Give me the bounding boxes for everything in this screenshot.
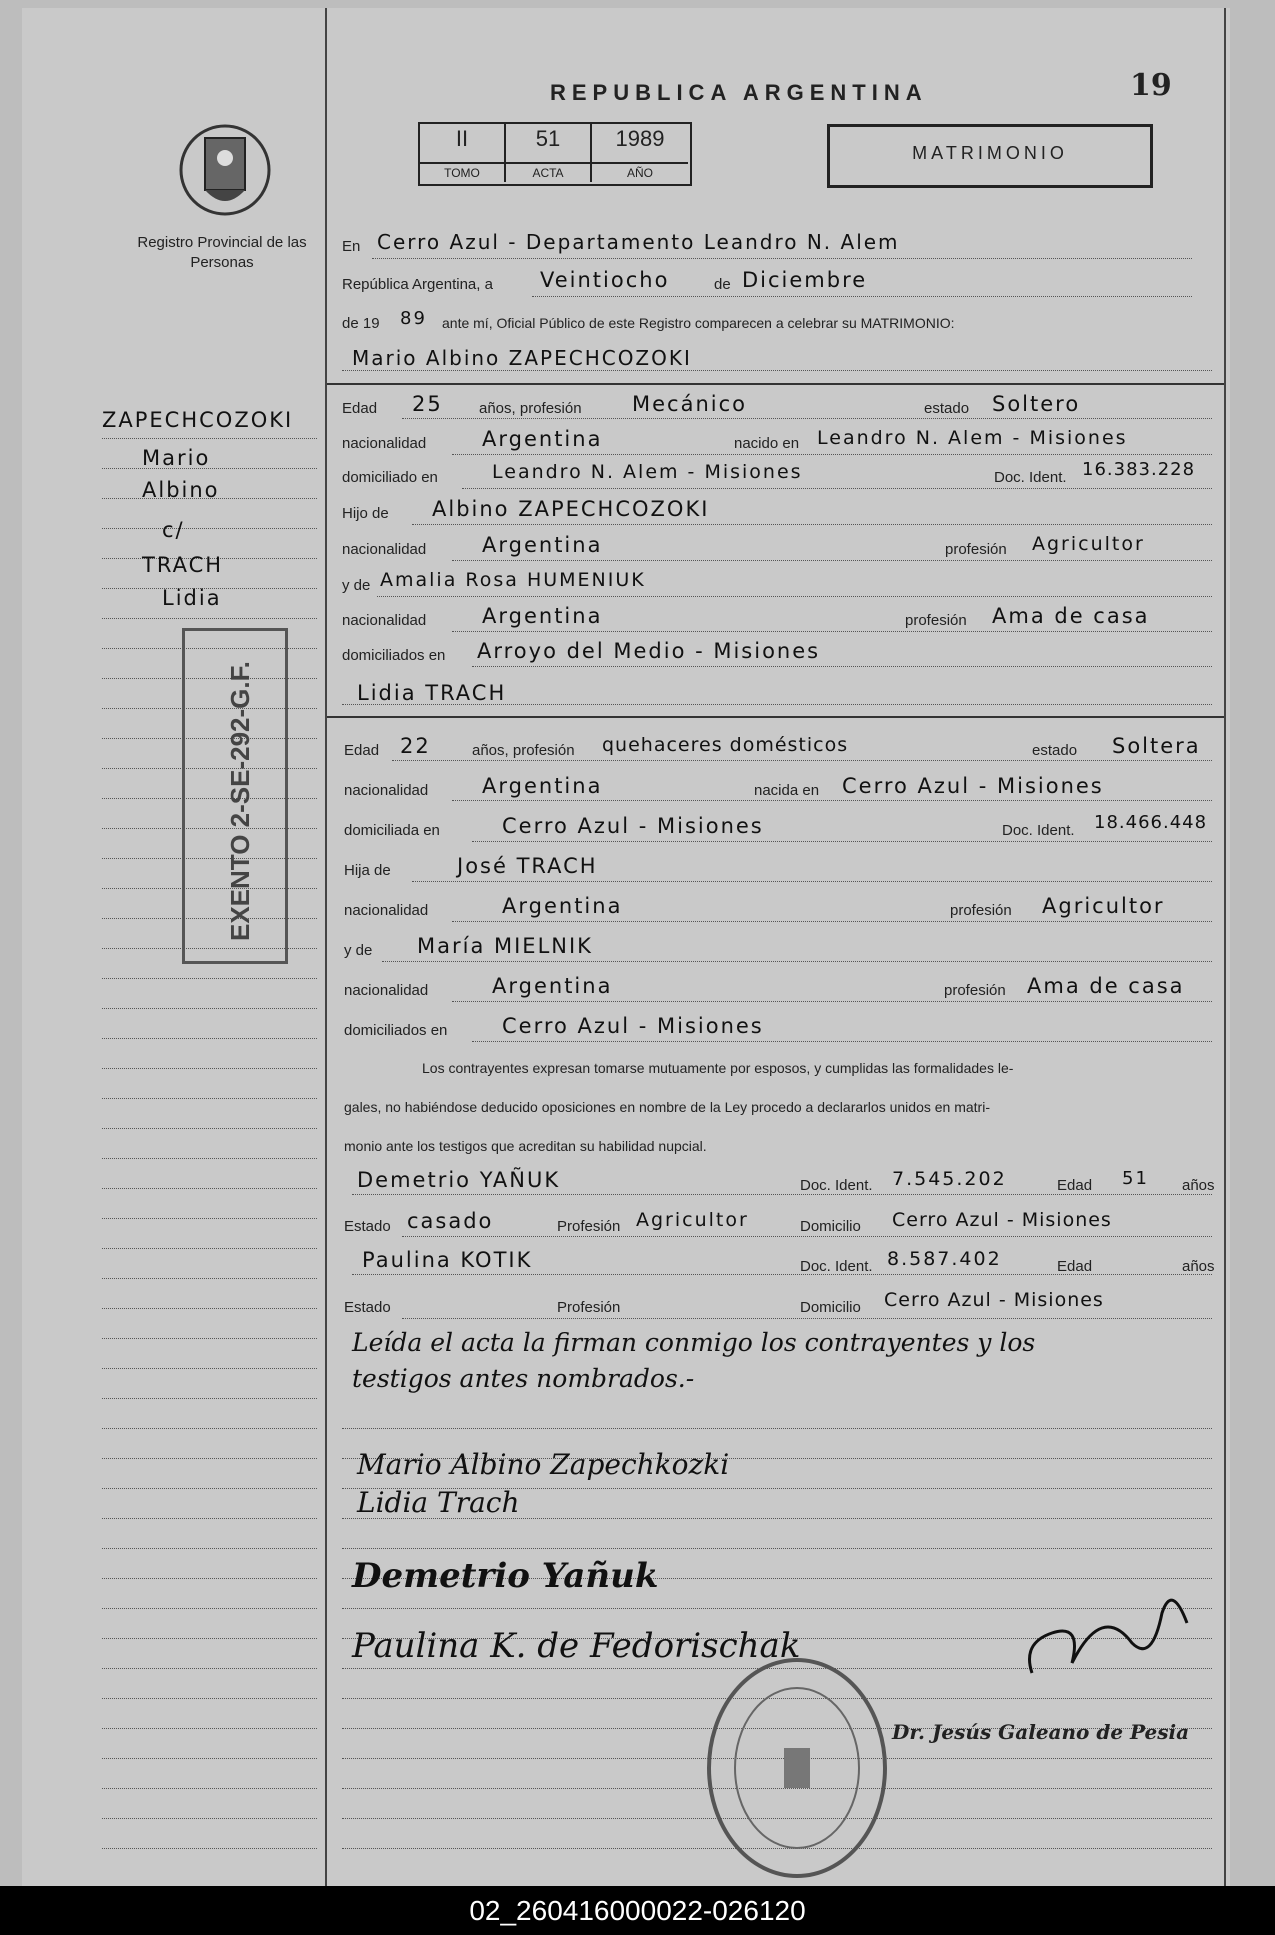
official-round-seal (702, 1653, 892, 1883)
bride-full-name: Lidia TRACH (357, 681, 507, 705)
w1-label-anos: años (1182, 1177, 1215, 1194)
bride-status: Soltera (1112, 734, 1201, 758)
groom-mother: Amalia Rosa HUMENIUK (380, 569, 646, 591)
tomo-value: II (455, 126, 469, 151)
margin-connector: c/ (162, 518, 185, 542)
registry-name: Registro Provincial de las Personas (137, 234, 307, 271)
bride-age: 22 (400, 734, 431, 758)
bride-parents-address: Cerro Azul - Misiones (502, 1014, 764, 1038)
g-label-nacido: nacido en (734, 435, 800, 452)
g-label-anos: años, profesión (479, 400, 582, 417)
exento-stamp (182, 628, 288, 964)
bride-mother-nationality: Argentina (492, 974, 613, 998)
groom-mother-profession: Ama de casa (992, 604, 1150, 628)
marriage-place: Cerro Azul - Departamento Leandro N. Alem (377, 230, 900, 254)
g-label-estado: estado (924, 400, 970, 417)
witness2-address: Cerro Azul - Misiones (884, 1289, 1104, 1311)
b-label-nac-m: nacionalidad (344, 982, 429, 999)
w2-label-anos: años (1182, 1258, 1215, 1275)
b-label-anos: años, profesión (472, 742, 575, 759)
w1-label-estado: Estado (344, 1218, 391, 1235)
witness1-address: Cerro Azul - Misiones (892, 1209, 1112, 1231)
groom-father-nationality: Argentina (482, 533, 603, 557)
w1-label-prof: Profesión (557, 1218, 621, 1235)
right-edge-rule (1224, 8, 1226, 1886)
groom-status: Soltero (992, 392, 1081, 416)
w2-label-estado: Estado (344, 1299, 391, 1316)
witness1-profession: Agricultor (636, 1209, 749, 1231)
w2-label-prof: Profesión (557, 1299, 621, 1316)
provincial-seal-emblem (170, 120, 280, 220)
bride-mother-profession: Ama de casa (1027, 974, 1185, 998)
label-en: En (342, 238, 361, 255)
groom-birthplace: Leandro N. Alem - Misiones (817, 427, 1128, 449)
act-type: MATRIMONIO (912, 143, 1068, 163)
w2-label-edad: Edad (1057, 1258, 1093, 1275)
w1-label-edad: Edad (1057, 1177, 1093, 1194)
b-label-estado: estado (1032, 742, 1078, 759)
b-label-edad: Edad (344, 742, 380, 759)
w1-label-dom: Domicilio (800, 1218, 861, 1235)
body-text-line2: gales, no habiéndose deducido oposiciones en nombre de la Ley procedo a declararlos unidos en matri- (344, 1099, 990, 1115)
b-label-prof-m: profesión (944, 982, 1006, 999)
acta-value: 51 (535, 126, 561, 151)
b-label-doc: Doc. Ident. (1002, 822, 1075, 839)
label-republica: República Argentina, a (342, 276, 493, 293)
label-ante: ante mí, Oficial Público de este Registro comparecen a celebrar su MATRIMONIO: (442, 315, 955, 331)
g-label-nac: nacionalidad (342, 435, 427, 452)
bride-mother: María MIELNIK (417, 934, 593, 958)
w2-label-dom: Domicilio (800, 1299, 861, 1316)
g-label-yde: y de (342, 577, 371, 594)
groom-full-name: Mario Albino ZAPECHCOZOKI (352, 346, 692, 370)
g-label-prof-m: profesión (905, 612, 967, 629)
witness1-name: Demetrio YAÑUK (357, 1168, 561, 1192)
groom-mother-nationality: Argentina (482, 604, 603, 628)
bride-birthplace: Cerro Azul - Misiones (842, 774, 1104, 798)
groom-parents-address: Arroyo del Medio - Misiones (477, 639, 821, 663)
witness1-signature: Demetrio Yañuk (352, 1556, 659, 1596)
g-label-doms: domiciliados en (342, 647, 446, 664)
witness2-name: Paulina KOTIK (362, 1248, 533, 1272)
groom-father-profession: Agricultor (1032, 533, 1145, 555)
country-title: REPUBLICA ARGENTINA (550, 80, 928, 105)
document-footer-code: 02_260416000022-026120 (0, 1886, 1275, 1935)
official-name: Dr. Jesús Galeano de Pesia (892, 1720, 1190, 1744)
witness2-signature: Paulina K. de Fedorischak (352, 1626, 801, 1666)
margin-groom-surname: ZAPECHCOZOKI (102, 408, 294, 432)
official-signature-scribble (1012, 1563, 1212, 1693)
closing-line1: Leída el acta la firman conmigo los contrayentes y los (352, 1328, 1036, 1357)
bride-father-nationality: Argentina (502, 894, 623, 918)
bride-nationality: Argentina (482, 774, 603, 798)
label-de: de (714, 276, 731, 293)
label-de19: de 19 (342, 315, 380, 332)
g-label-prof-p: profesión (945, 541, 1007, 558)
marriage-day: Veintiocho (540, 268, 670, 292)
bride-signature: Lidia Trach (357, 1486, 520, 1519)
tomo-label: TOMO (420, 162, 504, 182)
ano-value: 1989 (615, 126, 665, 151)
b-label-doms: domiciliados en (344, 1022, 448, 1039)
closing-line2: testigos antes nombrados.- (352, 1364, 695, 1393)
groom-id: 16.383.228 (1082, 459, 1196, 480)
groom-profession: Mecánico (632, 392, 747, 416)
witness1-age: 51 (1122, 1168, 1149, 1189)
bride-address: Cerro Azul - Misiones (502, 814, 764, 838)
b-label-hija: Hija de (344, 862, 391, 879)
marriage-year: 89 (400, 308, 427, 329)
w2-label-doc: Doc. Ident. (800, 1258, 873, 1275)
g-label-nac-m: nacionalidad (342, 612, 427, 629)
g-label-edad: Edad (342, 400, 378, 417)
g-label-hijo: Hijo de (342, 505, 389, 522)
act-type-box (827, 124, 1153, 188)
b-label-nacida: nacida en (754, 782, 820, 799)
b-label-dom: domiciliada en (344, 822, 440, 839)
bride-father-profession: Agricultor (1042, 894, 1165, 918)
body-text-line3: monio ante los testigos que acreditan su habilidad nupcial. (344, 1138, 707, 1154)
acta-label: ACTA (506, 162, 590, 182)
left-margin-rule (325, 8, 327, 1886)
g-label-nac-p: nacionalidad (342, 541, 427, 558)
page-number: 19 (1130, 68, 1172, 103)
exento-stamp-text: EXENTO 2-SE-292-G.F. (225, 661, 255, 941)
ano-label: AÑO (592, 162, 688, 182)
witness1-id: 7.545.202 (892, 1168, 1007, 1190)
body-text-line1: Los contrayentes expresan tomarse mutuamente por esposos, y cumplidas las formalidades le- (422, 1060, 1014, 1076)
groom-signature: Mario Albino Zapechkozki (357, 1448, 730, 1481)
bride-profession: quehaceres domésticos (602, 734, 849, 756)
act-reference-box (418, 122, 692, 186)
witness1-status: casado (407, 1209, 494, 1233)
witness2-id: 8.587.402 (887, 1248, 1002, 1270)
b-label-nac-p: nacionalidad (344, 902, 429, 919)
groom-address: Leandro N. Alem - Misiones (492, 461, 803, 483)
bride-id: 18.466.448 (1094, 812, 1208, 833)
b-label-nac: nacionalidad (344, 782, 429, 799)
margin-groom-name2: Albino (142, 478, 220, 502)
groom-age: 25 (412, 392, 443, 416)
margin-bride-surname: TRACH (142, 553, 224, 577)
margin-groom-name1: Mario (142, 446, 211, 470)
g-label-dom: domiciliado en (342, 469, 438, 486)
groom-nationality: Argentina (482, 427, 603, 451)
g-label-doc: Doc. Ident. (994, 469, 1067, 486)
b-label-prof-p: profesión (950, 902, 1012, 919)
bride-father: José TRACH (457, 854, 598, 878)
marriage-month: Diciembre (742, 268, 868, 292)
w1-label-doc: Doc. Ident. (800, 1177, 873, 1194)
b-label-yde: y de (344, 942, 373, 959)
groom-father: Albino ZAPECHCOZOKI (432, 497, 710, 521)
document-page (22, 8, 1230, 1886)
margin-bride-name: Lidia (162, 586, 222, 610)
